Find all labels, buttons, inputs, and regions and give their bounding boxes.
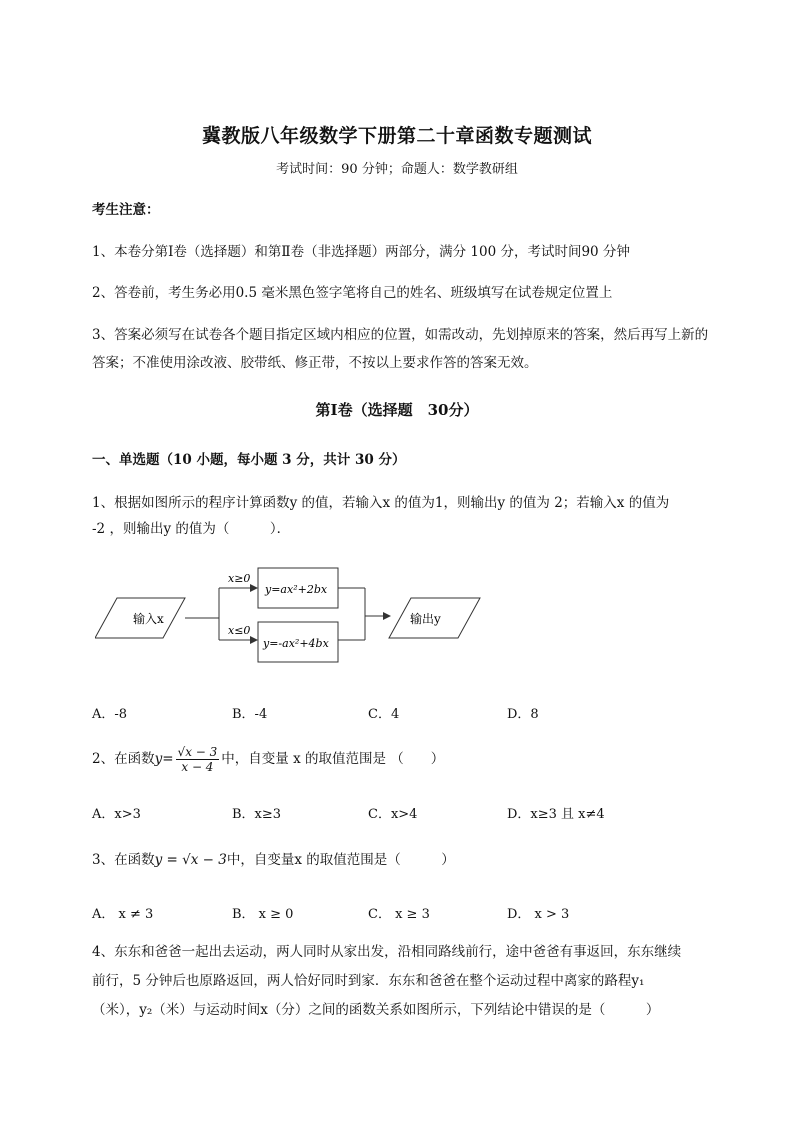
q2-option-a: A．x>3: [92, 807, 141, 822]
q4-line1: 4、东东和爸爸一起出去运动，两人同时从家出发，沿相同路线前行，途中爸爸有事返回，东东继续: [92, 944, 682, 960]
q2-prefix: 2、在函数: [92, 751, 155, 767]
notice-item-1: 1、本卷分第Ⅰ卷（选择题）和第Ⅱ卷（非选择题）两部分，满分 100 分，考试时间90 分钟: [92, 244, 630, 260]
q3-formula: y = √x − 3: [154, 852, 227, 868]
q2-options: [92, 803, 712, 823]
q3-option-b: B． x ≥ 0: [232, 907, 294, 922]
q3-text: [92, 846, 712, 874]
flowchart-output-label: 输出y: [410, 612, 441, 626]
q1-option-d: D．8: [507, 707, 539, 722]
q3-option-d: D． x > 3: [507, 907, 570, 922]
flowchart-arrow: [250, 636, 258, 644]
flowchart-cond-top: x≥0: [228, 572, 251, 585]
notice-item-3: 3、答案必须写在试卷各个题目指定区域内相应的位置，如需改动，先划掉原来的答案，然后再写上新的答案；不准使用涂改液、胶带纸、修正带，不按以上要求作答的答案无效。: [92, 327, 709, 371]
flowchart-arrow: [383, 612, 391, 620]
q4-line2: 前行，5 分钟后也原路返回，两人恰好同时到家．东东和爸爸在整个运动过程中离家的路程y₁: [92, 973, 645, 989]
exam-subtitle: 考试时间：90 分钟；命题人：数学教研组: [276, 162, 518, 177]
q2-lhs: y=: [154, 751, 174, 767]
q3-option-a: A． x ≠ 3: [92, 907, 154, 922]
notice-item-2: 2、答卷前，考生务必用0.5 毫米黑色签字笔将自己的姓名、班级填写在试卷规定位置上: [92, 285, 613, 301]
q1-text-line2: -2 ，则输出y 的值为（ ）．: [92, 521, 291, 537]
q2-numerator: √x − 3: [177, 745, 218, 759]
flowchart-formula-bottom: y=-ax²+4bx: [263, 637, 329, 650]
q2-suffix: 中，自变量 x 的取值范围是 （ ）: [221, 751, 445, 767]
q1-option-c: C．4: [368, 707, 400, 722]
q1-text-line1: 1、根据如图所示的程序计算函数y 的值，若输入x 的值为1，则输出y 的值为 2；若输入x 的值为: [92, 495, 670, 511]
q1-flowchart: [95, 562, 485, 672]
q2-denominator: x − 4: [181, 760, 214, 774]
part-heading: 一、单选题（10 小题，每小题 3 分，共计 30 分）: [92, 452, 406, 468]
q3-option-c: C． x ≥ 3: [368, 907, 430, 922]
q2-option-d: D．x≥3 且 x≠4: [507, 807, 605, 822]
q1-options: [92, 703, 712, 723]
flowchart-formula-top: y=ax²+2bx: [265, 583, 328, 596]
section-title: 第Ⅰ卷（选择题 30分）: [315, 401, 479, 419]
q2-option-b: B．x≥3: [232, 807, 282, 822]
q3-suffix: 中，自变量x 的取值范围是（ ）: [226, 852, 455, 868]
notice-heading: 考生注意：: [92, 202, 160, 218]
page-title: 冀教版八年级数学下册第二十章函数专题测试: [201, 125, 592, 147]
q1-option-a: A．-8: [92, 707, 128, 722]
q2-text: [92, 742, 712, 776]
q4-line3: （米），y₂（米）与运动时间x（分）之间的函数关系如图所示，下列结论中错误的是（ ）: [92, 1002, 660, 1018]
flowchart-arrow: [250, 584, 258, 592]
q3-options: [92, 903, 712, 923]
q1-option-b: B．-4: [232, 707, 268, 722]
q2-fraction: [176, 745, 220, 774]
q3-prefix: 3、在函数: [92, 852, 155, 868]
q2-option-c: C．x>4: [368, 807, 418, 822]
flowchart-input-label: 输入x: [133, 612, 164, 626]
flowchart-cond-bottom: x≤0: [228, 624, 251, 637]
